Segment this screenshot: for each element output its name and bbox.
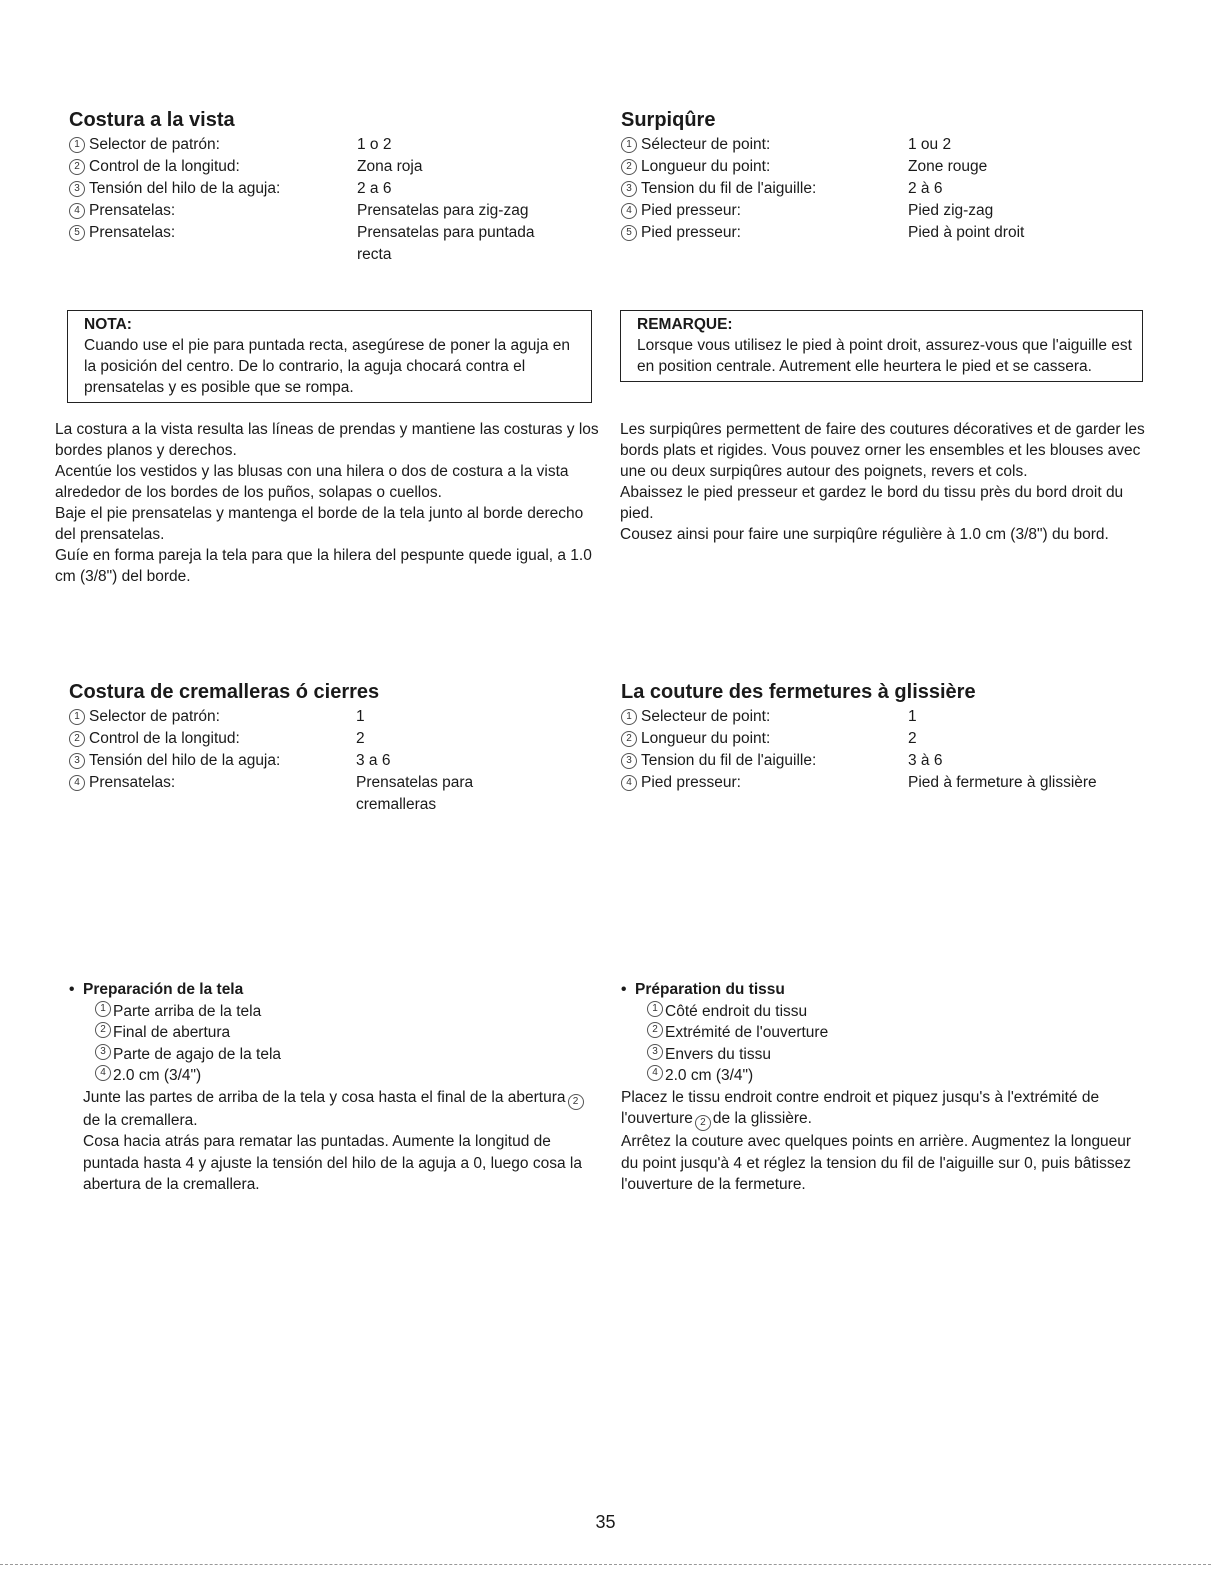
es-note-box (67, 310, 592, 403)
paragraph: Guíe en forma pareja la tela para que la hilera del pespunte quede igual, a 1.0 cm (3/8") del borde. (55, 547, 592, 585)
paragraph-text: Placez le tissu endroit contre endroit et piquez jusqu's à l'extrémité de l'ouverture (621, 1088, 1100, 1127)
spec-row (621, 750, 1161, 772)
circled-number: 2 (69, 731, 85, 747)
es-preparation-title: Preparación de la tela (83, 981, 244, 998)
spec-label: Tensión del hilo de la aguja: (89, 180, 281, 197)
list-item (69, 1022, 599, 1044)
list-item-text: Extrémité de l'ouverture (665, 1024, 829, 1041)
spec-row (621, 200, 1151, 222)
spec-label: Prensatelas: (89, 224, 176, 241)
spec-value: 3 à 6 (908, 752, 943, 769)
es-note-title: NOTA: (84, 316, 132, 333)
circled-number: 3 (621, 181, 637, 197)
circled-number: 2 (95, 1022, 111, 1038)
paragraph (83, 1087, 599, 1132)
spec-value: Prensatelas para zig-zag (357, 202, 529, 219)
fr-preparation-body (621, 1087, 1151, 1196)
spec-row (621, 178, 1151, 200)
bullet: • (69, 981, 75, 998)
circled-number: 5 (621, 225, 637, 241)
spec-value: Prensatelas para cremalleras (356, 774, 474, 813)
circled-number: 2 (568, 1094, 584, 1110)
circled-number: 1 (95, 1001, 111, 1017)
paragraph (621, 1087, 1151, 1132)
es-preparation (69, 979, 599, 1196)
spec-label: Selector de patrón: (89, 708, 220, 725)
spec-value: Pied à point droit (908, 224, 1025, 241)
spec-label: Pied presseur: (641, 774, 741, 791)
circled-number: 1 (621, 137, 637, 153)
spec-row (621, 156, 1151, 178)
spec-value: Zone rouge (908, 158, 988, 175)
spec-label: Pied presseur: (641, 202, 741, 219)
fr-note-title: REMARQUE: (637, 316, 733, 333)
circled-number: 4 (69, 203, 85, 219)
circled-number: 2 (621, 159, 637, 175)
circled-number: 2 (69, 159, 85, 175)
circled-number: 4 (621, 775, 637, 791)
circled-number: 3 (69, 753, 85, 769)
spec-row (69, 222, 599, 266)
circled-number: 2 (647, 1022, 663, 1038)
list-item (69, 1065, 599, 1087)
spec-value: Pied zig-zag (908, 202, 994, 219)
spec-value: 1 (356, 708, 365, 725)
list-item-text: 2.0 cm (3/4") (113, 1067, 202, 1084)
circled-number: 5 (69, 225, 85, 241)
spec-value: Pied à fermeture à glissière (908, 774, 1097, 791)
fr-preparation-title: Préparation du tissu (635, 981, 785, 998)
spec-label: Prensatelas: (89, 774, 176, 791)
spec-label: Control de la longitud: (89, 730, 240, 747)
fr-note-text: Lorsque vous utilisez le pied à point droit, assurez-vous que l'aiguille est en position centrale. Autrement elle heurtera le pied et se cassera. (637, 337, 1132, 375)
spec-label: Tensión del hilo de la aguja: (89, 752, 281, 769)
circled-number: 4 (95, 1065, 111, 1081)
list-item (621, 1065, 1151, 1087)
es-topstitch-section (69, 108, 599, 266)
list-item-text: Final de abertura (113, 1024, 231, 1041)
fr-zipper-specs (621, 706, 1161, 794)
spec-label: Prensatelas: (89, 202, 176, 219)
spec-value: 2 (908, 730, 917, 747)
spec-row (69, 156, 599, 178)
circled-number: 2 (621, 731, 637, 747)
es-topstitch-title: Costura a la vista (69, 109, 235, 131)
spec-row (69, 706, 599, 728)
spec-row (69, 178, 599, 200)
circled-number: 3 (621, 753, 637, 769)
circled-number: 1 (69, 709, 85, 725)
spec-label: Selecteur de point: (641, 708, 771, 725)
es-topstitch-body (55, 419, 600, 587)
spec-value: 2 (356, 730, 365, 747)
spec-row (621, 772, 1161, 794)
spec-label: Tension du fil de l'aiguille: (641, 180, 817, 197)
paragraph-text: de la cremallera. (83, 1111, 198, 1129)
list-item-text: 2.0 cm (3/4") (665, 1067, 754, 1084)
spec-row (69, 772, 599, 816)
list-item (621, 1001, 1151, 1023)
paragraph: Abaissez le pied presseur et gardez le bord du tissu près du bord droit du pied. (620, 484, 1124, 522)
paragraph: Baje el pie prensatelas y mantenga el borde de la tela junto al borde derecho del prensatelas. (55, 505, 584, 543)
spec-value: 1 o 2 (357, 136, 392, 153)
es-preparation-heading (69, 979, 599, 1001)
spec-label: Longueur du point: (641, 158, 771, 175)
spec-value: Zona roja (357, 158, 423, 175)
paragraph-text: Junte las partes de arriba de la tela y cosa hasta el final de la abertura (83, 1088, 566, 1106)
es-note-text: Cuando use el pie para puntada recta, asegúrese de poner la aguja en la posición del centro. De lo contrario, la aguja chocará contra el prensatelas y es posible que se rompa. (84, 337, 571, 396)
spec-value: 1 (908, 708, 917, 725)
list-item-text: Côté endroit du tissu (665, 1002, 808, 1020)
page-number: 35 (595, 1512, 616, 1532)
fr-zipper-title: La couture des fermetures à glissière (621, 681, 976, 703)
spec-row (621, 706, 1161, 728)
circled-number: 4 (69, 775, 85, 791)
paragraph: Arrêtez la couture avec quelques points en arrière. Augmentez la longueur du point jusqu'à 4 et réglez la tension du fil de l'aiguille sur 0, puis bâtissez l'ouverture de la fermeture. (621, 1133, 1132, 1193)
fr-topstitch-body (620, 419, 1155, 545)
bullet: • (621, 981, 627, 998)
es-zipper-specs (69, 706, 599, 816)
divider (0, 1564, 1211, 1565)
circled-number: 3 (95, 1044, 111, 1060)
spec-row (69, 134, 599, 156)
spec-row (69, 200, 599, 222)
spec-label: Pied presseur: (641, 224, 741, 241)
spec-value: 1 ou 2 (908, 136, 952, 153)
list-item (621, 1044, 1151, 1066)
list-item-text: Envers du tissu (665, 1045, 771, 1063)
paragraph: Les surpiqûres permettent de faire des coutures décoratives et de garder les bords plats et rigides. Vous pouvez orner les ensembles et les blouses avec une ou deux surpiqûres autour des poignets, revers et cols. (620, 421, 1145, 480)
spec-value: 2 à 6 (908, 180, 943, 197)
fr-topstitch-section (621, 108, 1151, 244)
list-item (621, 1022, 1151, 1044)
list-item-text: Parte arriba de la tela (113, 1002, 262, 1020)
spec-value: Prensatelas para puntada recta (357, 224, 535, 263)
circled-number: 3 (69, 181, 85, 197)
circled-number: 1 (69, 137, 85, 153)
spec-value: 3 a 6 (356, 752, 391, 769)
spec-row (621, 222, 1151, 244)
list-item-text: Parte de agajo de la tela (113, 1045, 282, 1063)
fr-topstitch-title: Surpiqûre (621, 109, 716, 131)
list-item (69, 1001, 599, 1023)
es-topstitch-specs (69, 134, 599, 266)
paragraph: Acentúe los vestidos y las blusas con una hilera o dos de costura a la vista alrededor de los bordes de los puños, solapas o cuellos. (55, 463, 569, 501)
es-preparation-body (69, 1087, 599, 1196)
spec-label: Selector de patrón: (89, 136, 220, 153)
circled-number: 4 (621, 203, 637, 219)
fr-preparation (621, 979, 1151, 1196)
spec-row (69, 728, 599, 750)
spec-value: 2 a 6 (357, 180, 392, 197)
spec-label: Longueur du point: (641, 730, 771, 747)
spec-row (621, 134, 1151, 156)
list-item (69, 1044, 599, 1066)
paragraph: La costura a la vista resulta las líneas de prendas y mantiene las costuras y los bordes planos y derechos. (55, 421, 599, 459)
es-zipper-section (69, 680, 599, 816)
paragraph: Cousez ainsi pour faire une surpiqûre régulière à 1.0 cm (3/8") du bord. (620, 526, 1109, 543)
circled-number: 1 (647, 1001, 663, 1017)
paragraph: Cosa hacia atrás para rematar las puntadas. Aumente la longitud de puntada hasta 4 y ajuste la tensión del hilo de la aguja a 0, luego cosa la abertura de la cremallera. (83, 1133, 582, 1193)
spec-row (69, 750, 599, 772)
circled-number: 2 (695, 1115, 711, 1131)
es-zipper-title: Costura de cremalleras ó cierres (69, 681, 380, 703)
fr-preparation-heading (621, 979, 1151, 1001)
fr-note-box (620, 310, 1143, 382)
paragraph-text: de la glissière. (712, 1110, 812, 1127)
fr-zipper-section (621, 680, 1161, 794)
spec-label: Sélecteur de point: (641, 136, 771, 153)
circled-number: 1 (621, 709, 637, 725)
spec-row (621, 728, 1161, 750)
fr-topstitch-specs (621, 134, 1151, 244)
spec-label: Tension du fil de l'aiguille: (641, 752, 817, 769)
spec-label: Control de la longitud: (89, 158, 240, 175)
circled-number: 4 (647, 1065, 663, 1081)
circled-number: 3 (647, 1044, 663, 1060)
